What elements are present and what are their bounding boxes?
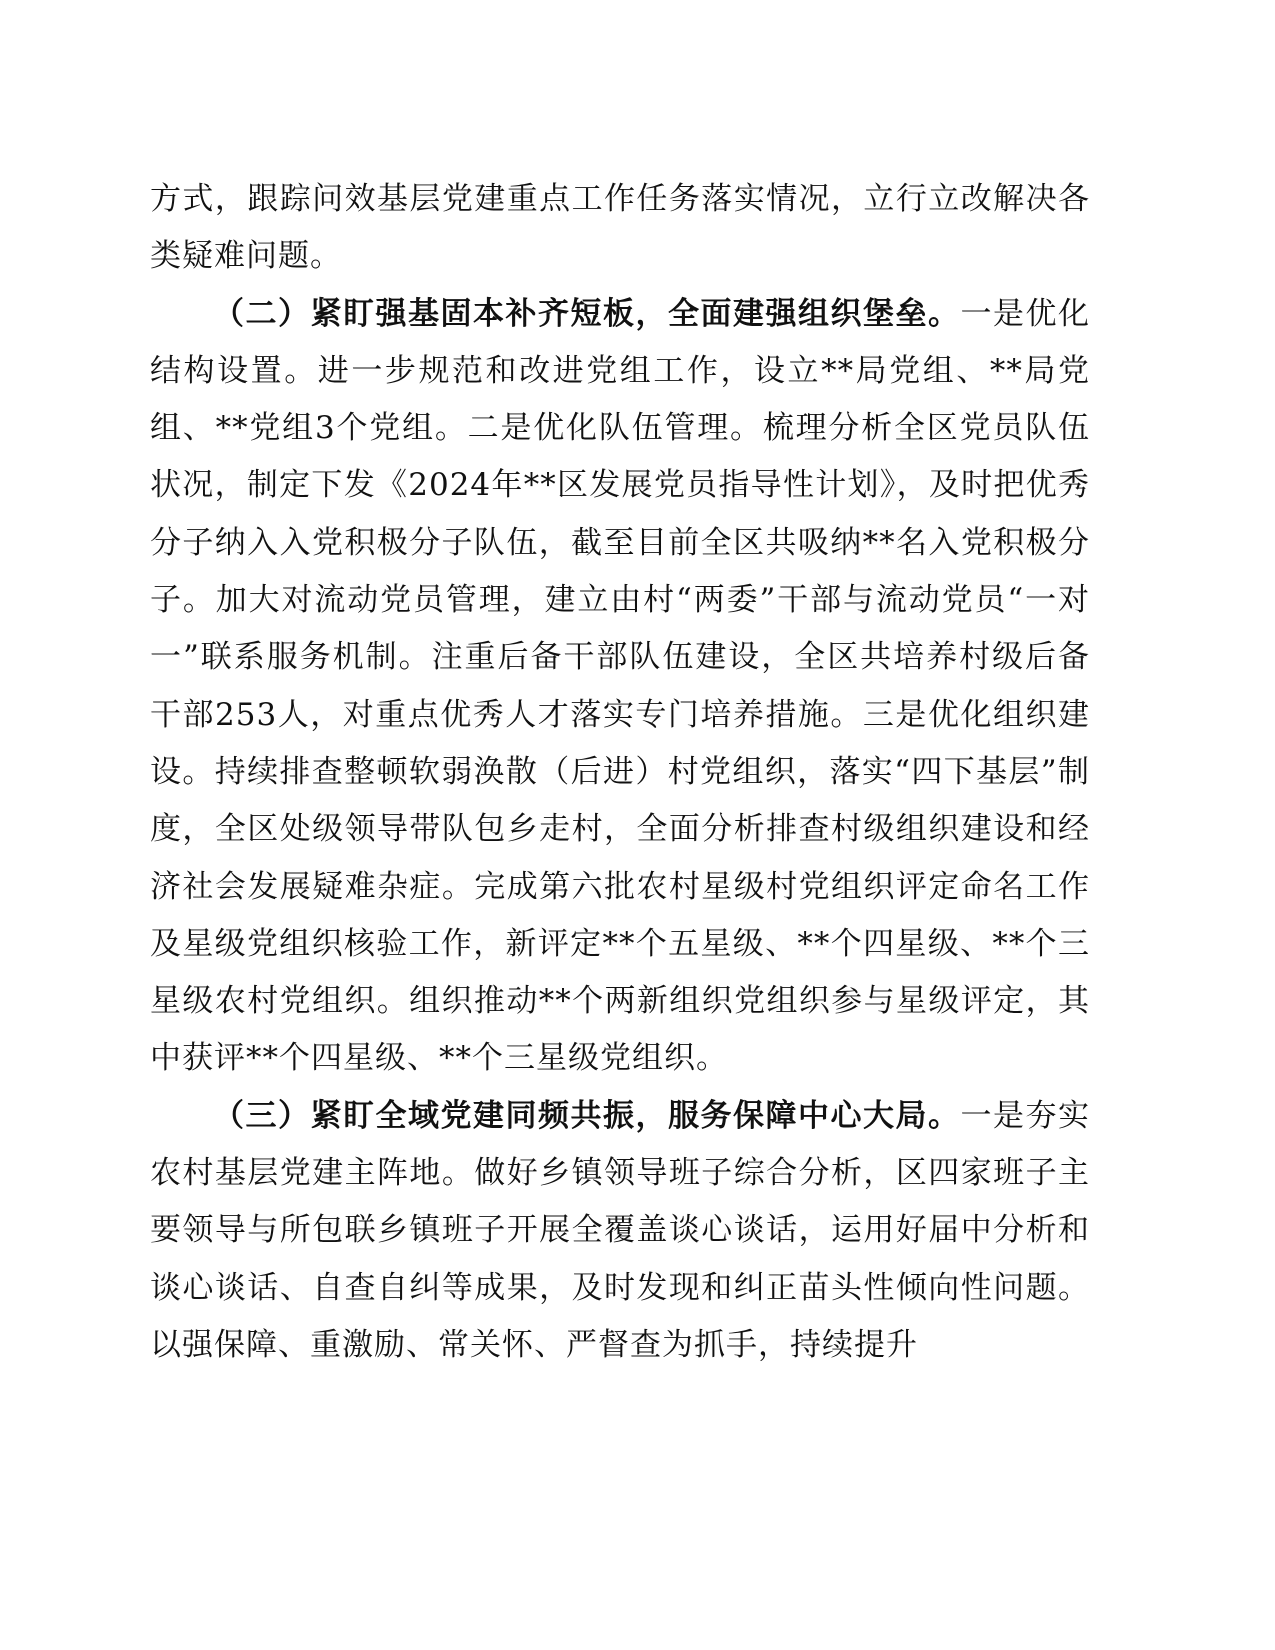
paragraph-section-2 <box>150 286 1090 1088</box>
paragraph-body: 一是优化结构设置。进一步规范和改进党组工作，设立**局党组、**局党组、**党组3个党组。二是优化队伍管理。梳理分析全区党员队伍状况，制定下发《2024年**区发展党员指导性计划》，及时把优秀分子纳入入党积极分子队伍，截至目前全区共吸纳**名入党积极分子。加大对流动党员管理，建立由村“两委”干部与流动党员“一对一”联系服务机制。注重后备干部队伍建设，全区共培养村级后备干部253人，对重点优秀人才落实专门培养措施。三是优化组织建设。持续排查整顿软弱涣散（后进）村党组织，落实“四下基层”制度，全区处级领导带队包乡走村，全面分析排查村级组织建设和经济社会发展疑难杂症。完成第六批农村星级村党组织评定命名工作及星级党组织核验工作，新评定**个五星级、**个四星级、**个三星级农村党组织。组织推动**个两新组织党组织参与星级评定，其中获评**个四星级、**个三星级党组织。 <box>150 295 1090 1077</box>
section-heading: （三）紧盯全域党建同频共振，服务保障中心大局。 <box>213 1097 961 1134</box>
paragraph-body: 一是夯实农村基层党建主阵地。做好乡镇领导班子综合分析，区四家班子主要领导与所包联乡镇班子开展全覆盖谈心谈话，运用好届中分析和谈心谈话、自查自纠等成果，及时发现和纠正苗头性倾向性问题。以强保障、重激励、常关怀、严督查为抓手，持续提升 <box>150 1097 1090 1363</box>
section-heading: （二）紧盯强基固本补齐短板，全面建强组织堡垒。 <box>213 295 961 332</box>
paragraph-body: 方式，跟踪问效基层党建重点工作任务落实情况，立行立改解决各类疑难问题。 <box>150 181 1090 275</box>
paragraph-continuation <box>150 171 1090 286</box>
document-body <box>150 171 1090 1374</box>
paragraph-section-3 <box>150 1088 1090 1374</box>
